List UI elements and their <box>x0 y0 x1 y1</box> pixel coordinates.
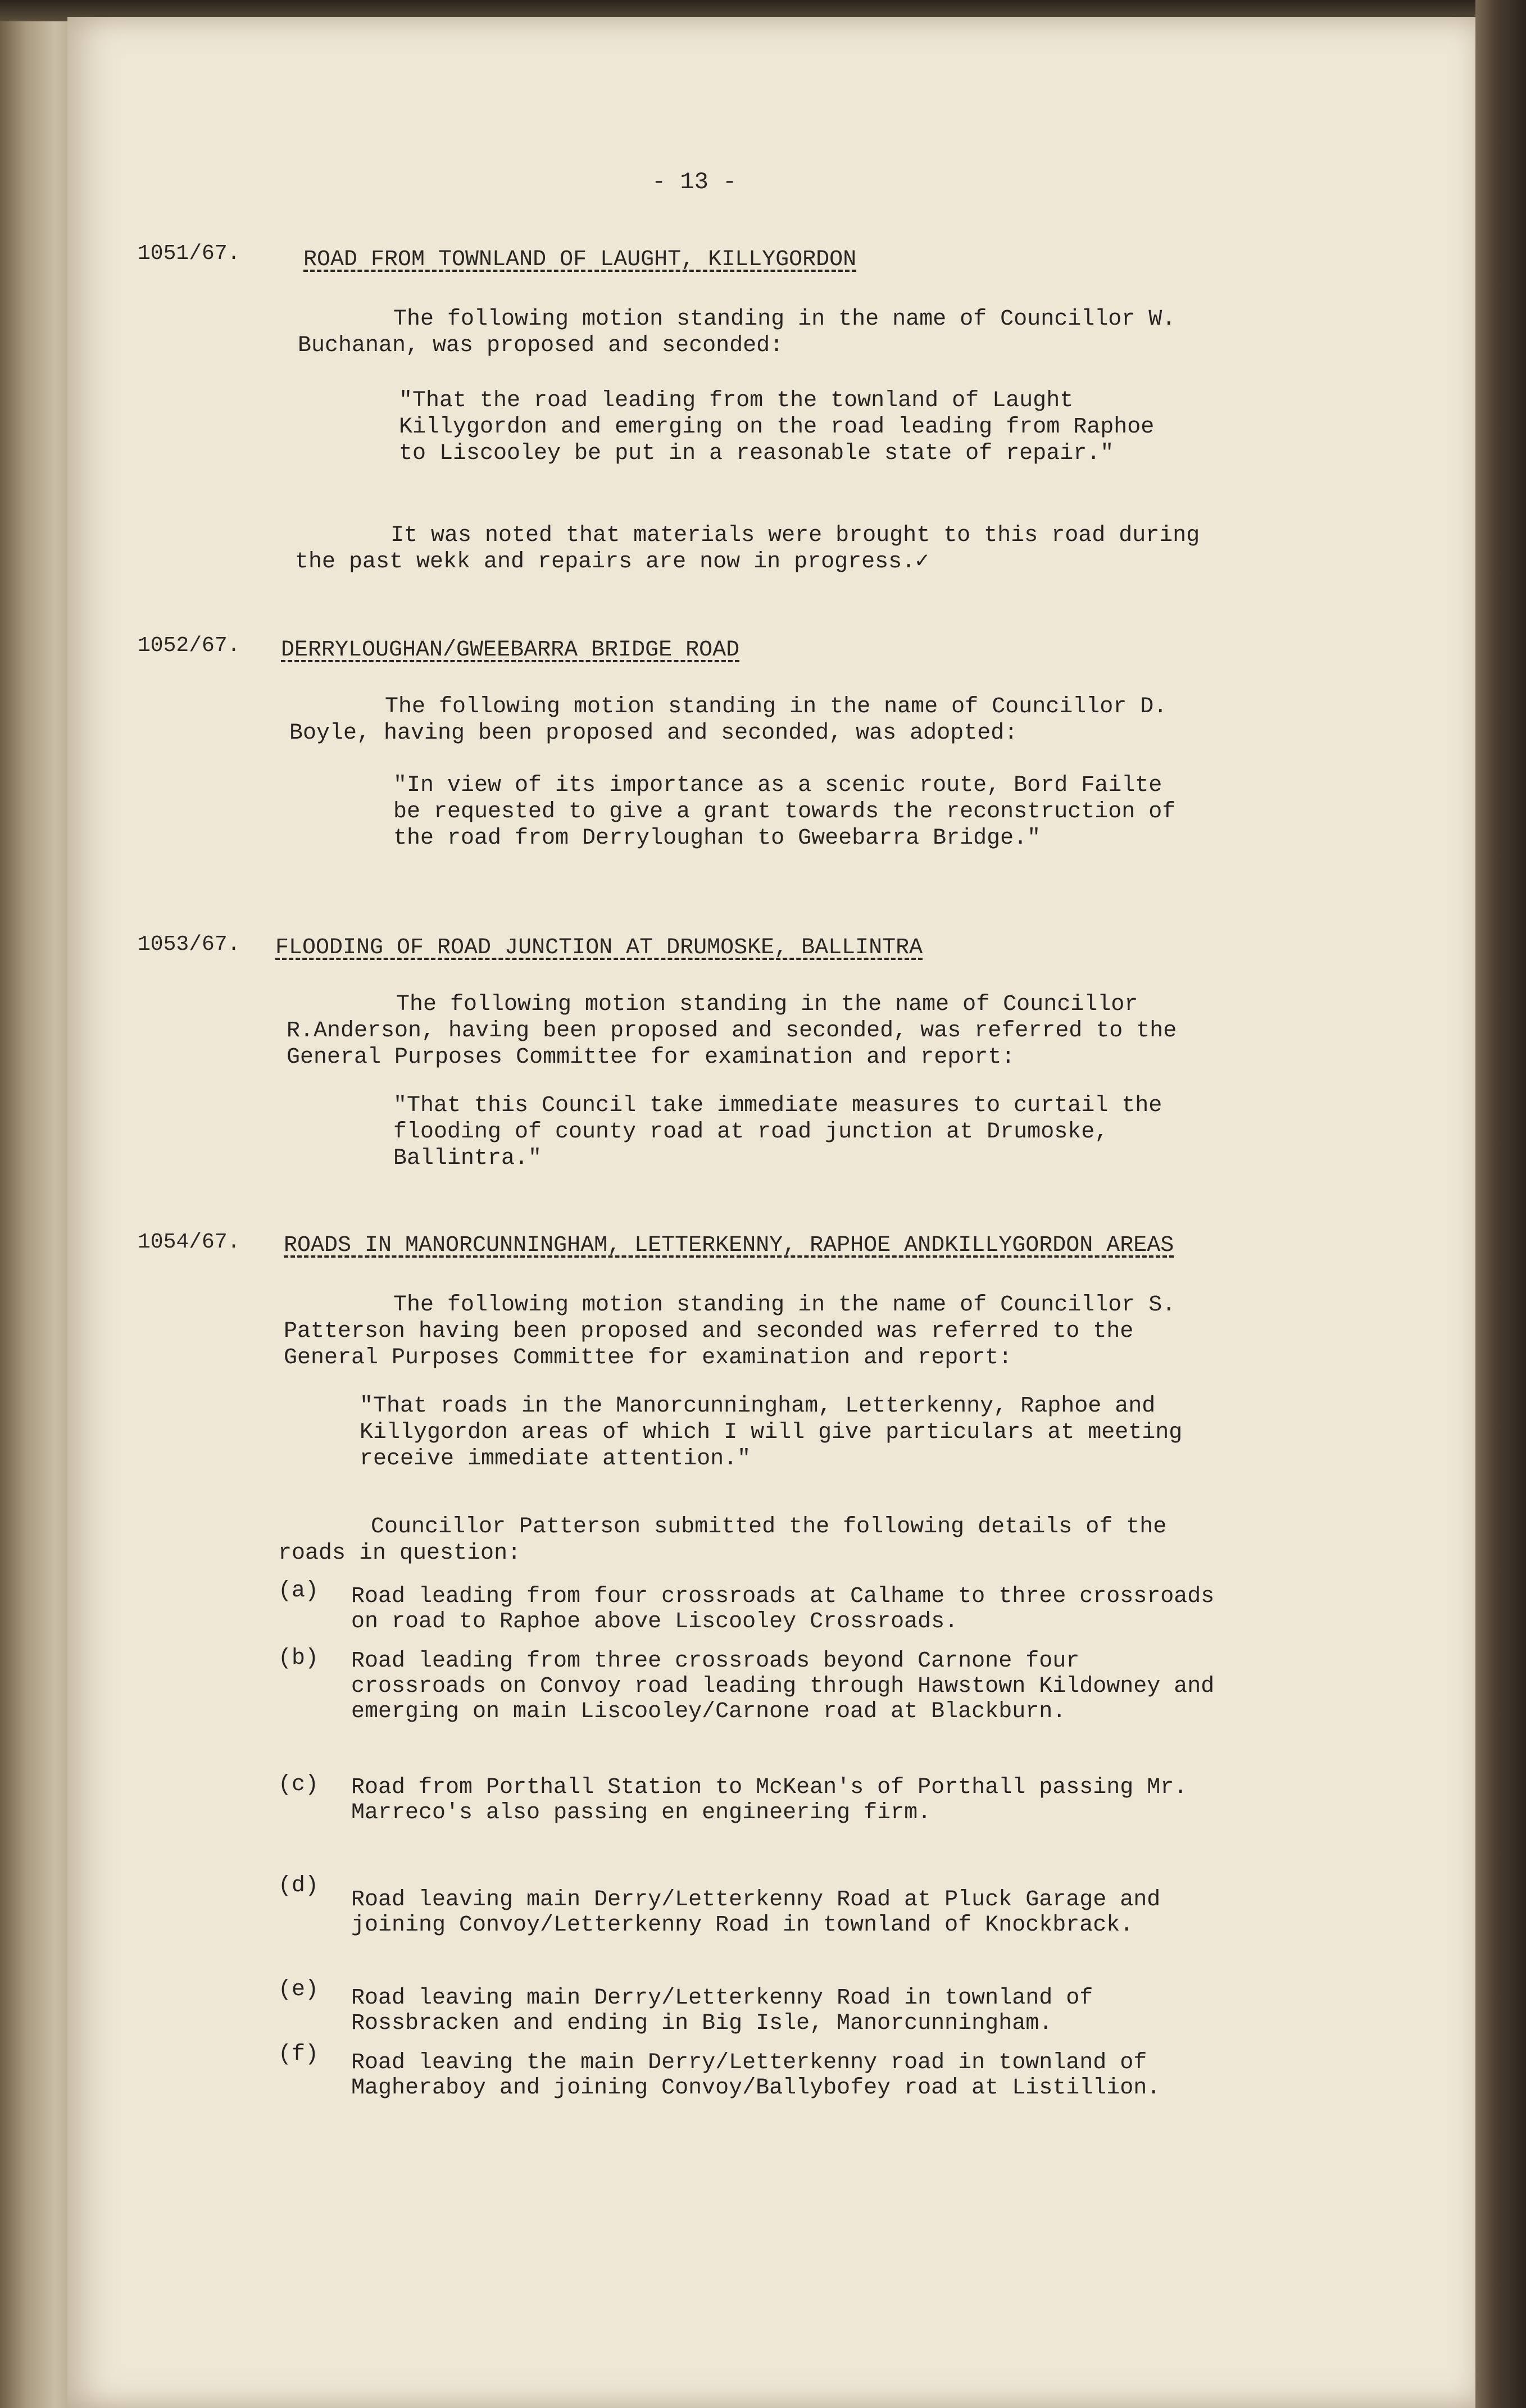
minute-heading: ROADS IN MANORCUNNINGHAM, LETTERKENNY, RAPHOE ANDKILLYGORDON AREAS <box>284 1233 1174 1258</box>
minute-heading: FLOODING OF ROAD JUNCTION AT DRUMOSKE, BALLINTRA <box>275 935 923 961</box>
details-intro: Councillor Patterson submitted the following details of the roads in question: <box>278 1514 1167 1566</box>
minute-number: 1053/67. <box>138 932 240 957</box>
minute-heading: DERRYLOUGHAN/GWEEBARRA BRIDGE ROAD <box>281 638 740 663</box>
detail-text: Road leaving main Derry/Letterkenny Road at Pluck Garage and joining Convoy/Letterkenny Road in townland of Knockbrack. <box>351 1887 1161 1938</box>
motion-text: "In view of its importance as a scenic route, Bord Failte be requested to give a grant towards the reconstruction of the road from Derryloughan to Gweebarra Bridge." <box>393 773 1176 851</box>
detail-label: (c) <box>278 1772 319 1797</box>
minute-intro: The following motion standing in the name of Councillor D. Boyle, having been proposed and seconded, was adopted: <box>289 694 1168 746</box>
minute-note: It was noted that materials were brought to this road during the past wekk and repairs are now in progress.✓ <box>295 523 1200 575</box>
minute-number: 1052/67. <box>138 634 240 658</box>
detail-label: (b) <box>278 1646 319 1671</box>
book-page-edge-left <box>0 0 73 2408</box>
detail-label: (f) <box>278 2042 319 2067</box>
minute-number: 1051/67. <box>138 242 240 266</box>
minute-intro: The following motion standing in the name of Councillor S. Patterson having been proposed and seconded was referred to the General Purposes Committee for examination and report: <box>284 1292 1176 1371</box>
page-number: - 13 - <box>652 169 737 195</box>
minute-number: 1054/67. <box>138 1230 240 1254</box>
detail-text: Road from Porthall Station to McKean's of Porthall passing Mr. Marreco's also passing en engineering firm. <box>351 1775 1188 1826</box>
detail-text: Road leading from four crossroads at Calhame to three crossroads on road to Raphoe above Liscooley Crossroads. <box>351 1584 1215 1635</box>
minute-intro: The following motion standing in the name of Councillor W. Buchanan, was proposed and seconded: <box>298 307 1176 358</box>
detail-text: Road leading from three crossroads beyond Carnone four crossroads on Convoy road leading through Hawstown Kildowney and emerging on main Liscooley/Carnone road at Blackburn. <box>351 1649 1215 1724</box>
detail-label: (a) <box>278 1578 319 1604</box>
detail-text: Road leaving the main Derry/Letterkenny road in townland of Magheraboy and joining Convoy/Ballybofey road at Listillion. <box>351 2050 1161 2101</box>
book-binding-right <box>1475 0 1526 2408</box>
minute-intro: The following motion standing in the name of Councillor R.Anderson, having been proposed and seconded, was referred to the General Purposes Committee for examination and report: <box>287 992 1177 1070</box>
motion-text: "That this Council take immediate measures to curtail the flooding of county road at road junction at Drumoske, Ballintra." <box>393 1093 1162 1171</box>
motion-text: "That the road leading from the townland of Laught Killygordon and emerging on the road leading from Raphoe to Liscooley be put in a reasonable state of repair." <box>399 388 1155 466</box>
motion-text: "That roads in the Manorcunningham, Letterkenny, Raphoe and Killygordon areas of which I will give particulars at meeting receive immediate attention." <box>360 1394 1183 1472</box>
minute-heading: ROAD FROM TOWNLAND OF LAUGHT, KILLYGORDON <box>303 247 857 272</box>
detail-text: Road leaving main Derry/Letterkenny Road in townland of Rossbracken and ending in Big Isle, Manorcunningham. <box>351 1986 1093 2036</box>
detail-label: (d) <box>278 1873 319 1899</box>
detail-label: (e) <box>278 1977 319 2002</box>
